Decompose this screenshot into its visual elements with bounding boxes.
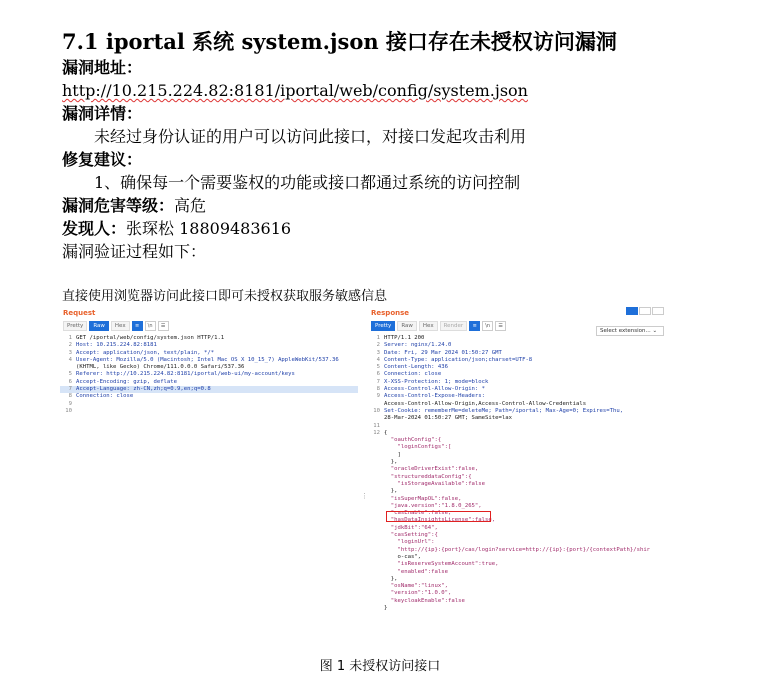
- java-version-highlight-box: [386, 511, 491, 522]
- line-text: Access-Control-Allow-Origin: *: [384, 386, 486, 393]
- line-text: "java.version":"1.8.0_265",: [384, 502, 482, 509]
- code-line: [368, 452, 666, 459]
- line-number: [368, 547, 384, 554]
- line-text: ]: [384, 451, 401, 458]
- menu-icon[interactable]: ☰: [495, 321, 506, 331]
- line-text: "hasDataInsightsLicense":false,: [384, 517, 496, 524]
- layout-split-icon[interactable]: [626, 307, 638, 315]
- select-extension-dropdown[interactable]: [596, 326, 664, 336]
- code-line: [368, 583, 666, 590]
- code-line: [368, 590, 666, 597]
- code-line: [60, 342, 358, 349]
- code-line: [368, 569, 666, 576]
- line-text: "casSetting":{: [384, 532, 438, 539]
- code-line: [368, 415, 666, 422]
- code-line: [60, 364, 358, 371]
- code-line: [368, 459, 666, 466]
- code-line: [60, 371, 358, 378]
- req-tab-pretty[interactable]: Pretty: [63, 321, 87, 331]
- line-text: "oauthConfig":{: [384, 437, 442, 444]
- line-text: {: [384, 429, 388, 436]
- code-line: [368, 423, 666, 430]
- code-line: [368, 561, 666, 568]
- code-line: [368, 481, 666, 488]
- line-number: 3: [68, 349, 72, 356]
- req-tab-hex[interactable]: Hex: [111, 321, 130, 331]
- line-text: "keycloakEnable":false: [384, 597, 465, 604]
- layout-buttons: [626, 307, 664, 315]
- line-text: "isReserveSystemAccount":true,: [384, 561, 499, 568]
- line-text: Accept-Encoding: gzip, deflate: [76, 378, 178, 385]
- code-line: [60, 401, 358, 408]
- code-line: [368, 547, 666, 554]
- line-number: [368, 525, 384, 532]
- response-title: Response: [371, 309, 410, 317]
- pane-divider-handle[interactable]: ⋮: [361, 492, 368, 500]
- line-text: },: [384, 459, 398, 466]
- line-number: [368, 576, 384, 583]
- line-text: X-XSS-Protection: 1; mode=block: [384, 378, 489, 385]
- verify-text: 漏洞验证过程如下：: [62, 242, 207, 261]
- code-line: [368, 488, 666, 495]
- line-number: [60, 364, 76, 371]
- code-line: [368, 386, 666, 393]
- resp-tab-raw[interactable]: Raw: [397, 321, 417, 331]
- code-line: [60, 350, 358, 357]
- line-text: Accept: application/json, text/plain, */*: [76, 349, 215, 356]
- fix-text: 1、确保每一个需要鉴权的功能或接口都通过系统的访问控制: [94, 173, 521, 192]
- line-text: "version":"1.0.0",: [384, 590, 452, 597]
- line-number: 3: [376, 349, 380, 356]
- line-text: }: [384, 604, 388, 611]
- resp-tab-pretty[interactable]: Pretty: [371, 321, 395, 331]
- line-number: 11: [373, 422, 380, 429]
- code-line: [368, 401, 666, 408]
- intro-text: 直接使用浏览器访问此接口即可未授权获取服务敏感信息: [62, 289, 388, 304]
- code-line: [368, 408, 666, 415]
- line-text: o-cas",: [384, 553, 422, 560]
- resp-tab-render[interactable]: Render: [440, 321, 468, 331]
- line-number: 4: [376, 356, 380, 363]
- code-line: [368, 350, 666, 357]
- code-line: [368, 393, 666, 400]
- line-text: Content-Type: application/json;charset=UTF-8: [384, 356, 533, 363]
- line-number: [368, 401, 384, 408]
- request-title: Request: [63, 309, 96, 317]
- line-number: [368, 496, 384, 503]
- line-text: },: [384, 488, 398, 495]
- layout-vertical-icon[interactable]: [652, 307, 664, 315]
- line-text: Connection: close: [384, 371, 442, 378]
- line-number: [368, 532, 384, 539]
- line-number: [368, 503, 384, 510]
- line-text: "isSuperMapOL":false,: [384, 495, 462, 502]
- finder-label: 发现人：: [62, 219, 127, 238]
- line-number: 10: [65, 407, 72, 414]
- url-label: 漏洞地址：: [62, 58, 143, 77]
- line-text: Date: Fri, 29 Mar 2024 01:50:27 GMT: [384, 349, 502, 356]
- line-text: "structureddataConfig":{: [384, 473, 472, 480]
- code-line: [368, 371, 666, 378]
- line-text: "enabled":false: [384, 568, 448, 575]
- finder-row: [62, 217, 702, 240]
- line-number: 1: [376, 335, 380, 341]
- line-number: 6: [68, 378, 72, 385]
- line-number: [368, 466, 384, 473]
- line-number: [368, 583, 384, 590]
- line-text: "jdkBit":"64",: [384, 524, 438, 531]
- detail-text: 未经过身份认证的用户可以访问此接口，对接口发起攻击利用: [94, 127, 527, 146]
- line-text: Host: 10.215.224.82:8181: [76, 342, 157, 349]
- code-line: [368, 503, 666, 510]
- fix-label: 修复建议：: [62, 150, 143, 169]
- code-line: [368, 364, 666, 371]
- line-text: "isStorageAvailable":false: [384, 480, 486, 487]
- request-pane: [60, 307, 358, 637]
- chevron-down-icon: ⌄: [652, 328, 658, 334]
- line-number: [368, 539, 384, 546]
- menu-icon[interactable]: ☰: [158, 321, 169, 331]
- line-text: 28-Mar-2024 01:50:27 GMT; SameSite=lax: [384, 415, 512, 422]
- code-line: [368, 335, 666, 342]
- line-number: 4: [68, 356, 72, 363]
- line-number: [368, 561, 384, 568]
- line-number: 10: [373, 407, 380, 414]
- select-extension-label: Select extension...: [600, 328, 651, 334]
- line-text: Server: nginx/1.24.0: [384, 342, 452, 349]
- line-number: 12: [373, 429, 380, 436]
- line-number: [368, 510, 384, 517]
- line-number: [368, 415, 384, 422]
- code-line: [368, 539, 666, 546]
- line-text: Referer: http://10.215.224.82:8181/iportal/web-ui/my-account/keys: [76, 371, 295, 378]
- code-line: [60, 408, 358, 415]
- wrap-icon[interactable]: ≡: [469, 321, 480, 331]
- level-row: [62, 194, 702, 217]
- section-title: 7.1 iportal 系统 system.json 接口存在未授权访问漏洞: [62, 29, 617, 54]
- code-line: [368, 496, 666, 503]
- line-text: "http://{ip}:{port}/cas/login?service=http://{ip}:{port}/{contextPath}/shir: [384, 546, 651, 553]
- line-text: "casEnable":false,: [384, 510, 452, 517]
- line-number: [368, 452, 384, 459]
- newline-icon[interactable]: \n: [145, 321, 156, 331]
- line-text: Set-Cookie: rememberMe=deleteMe; Path=/iportal; Max-Age=0; Expires=Thu,: [384, 407, 624, 414]
- line-number: 2: [68, 342, 72, 349]
- line-number: [368, 437, 384, 444]
- line-number: 9: [376, 393, 380, 400]
- line-number: [368, 517, 384, 524]
- code-line: [368, 598, 666, 605]
- line-text: "osName":"linux",: [384, 583, 448, 590]
- response-pane: [368, 307, 666, 637]
- line-text: "loginUrl":: [384, 539, 435, 546]
- line-text: User-Agent: Mozilla/5.0 (Macintosh; Intel Mac OS X 10_15_7) AppleWebKit/537.36: [76, 356, 339, 363]
- line-number: [368, 605, 384, 612]
- code-line: [368, 342, 666, 349]
- detail-label: 漏洞详情：: [62, 104, 143, 123]
- line-number: 5: [376, 364, 380, 371]
- line-text: Access-Control-Expose-Headers:: [384, 393, 486, 400]
- level-value: 高危: [174, 196, 207, 215]
- line-number: 2: [376, 342, 380, 349]
- line-text: Connection: close: [76, 393, 134, 400]
- line-text: },: [384, 575, 398, 582]
- request-toolbar: [60, 320, 358, 332]
- line-number: [368, 554, 384, 561]
- line-text: Access-Control-Allow-Origin,Access-Control-Allow-Credentials: [384, 400, 587, 407]
- code-line: [60, 335, 358, 342]
- vuln-url[interactable]: http://10.215.224.82:8181/iportal/web/config/system.json: [62, 81, 528, 100]
- response-code[interactable]: [368, 335, 666, 612]
- line-number: [368, 459, 384, 466]
- code-line: [60, 379, 358, 386]
- line-text: GET /iportal/web/config/system.json HTTP/1.1: [76, 335, 225, 341]
- line-number: 8: [68, 393, 72, 400]
- line-number: [368, 488, 384, 495]
- line-number: [368, 481, 384, 488]
- line-text: Accept-Language: zh-CN,zh;q=0.9,en;q=0.8: [76, 386, 211, 393]
- finder-value: 张琛松 18809483616: [126, 219, 292, 238]
- figure-caption: 图 1 未授权访问接口: [319, 659, 441, 674]
- layout-horizontal-icon[interactable]: [639, 307, 651, 315]
- code-line: [368, 532, 666, 539]
- code-line: [368, 576, 666, 583]
- line-number: 7: [376, 378, 380, 385]
- code-line: [368, 430, 666, 437]
- line-number: [368, 444, 384, 451]
- req-tab-raw[interactable]: Raw: [89, 321, 109, 331]
- line-number: 8: [376, 386, 380, 393]
- code-line: [60, 357, 358, 364]
- code-line: [368, 525, 666, 532]
- code-line: [368, 437, 666, 444]
- line-number: 9: [68, 400, 72, 407]
- wrap-icon[interactable]: ≡: [132, 321, 143, 331]
- code-line: [368, 554, 666, 561]
- request-code[interactable]: [60, 335, 358, 415]
- burp-screenshot: [60, 307, 666, 637]
- newline-icon[interactable]: \n: [482, 321, 493, 331]
- code-line: [60, 386, 358, 393]
- code-line: [368, 474, 666, 481]
- line-text: Content-Length: 436: [384, 364, 448, 371]
- code-line: [368, 357, 666, 364]
- line-text: HTTP/1.1 200: [384, 335, 425, 341]
- code-line: [368, 466, 666, 473]
- line-number: 1: [68, 335, 72, 341]
- line-number: 7: [68, 386, 72, 393]
- code-line: [368, 605, 666, 612]
- document-body: [62, 28, 702, 263]
- line-text: "loginConfigs":[: [384, 444, 452, 451]
- line-number: [368, 590, 384, 597]
- line-number: 5: [68, 371, 72, 378]
- line-text: (KHTML, like Gecko) Chrome/111.0.0.0 Safari/537.36: [76, 364, 245, 371]
- code-line: [60, 393, 358, 400]
- line-number: [368, 598, 384, 605]
- line-number: [368, 569, 384, 576]
- line-number: 6: [376, 371, 380, 378]
- code-line: [368, 379, 666, 386]
- level-label: 漏洞危害等级：: [62, 196, 175, 215]
- code-line: [368, 444, 666, 451]
- line-text: "oracleDriverExist":false,: [384, 466, 479, 473]
- resp-tab-hex[interactable]: Hex: [419, 321, 438, 331]
- line-number: [368, 474, 384, 481]
